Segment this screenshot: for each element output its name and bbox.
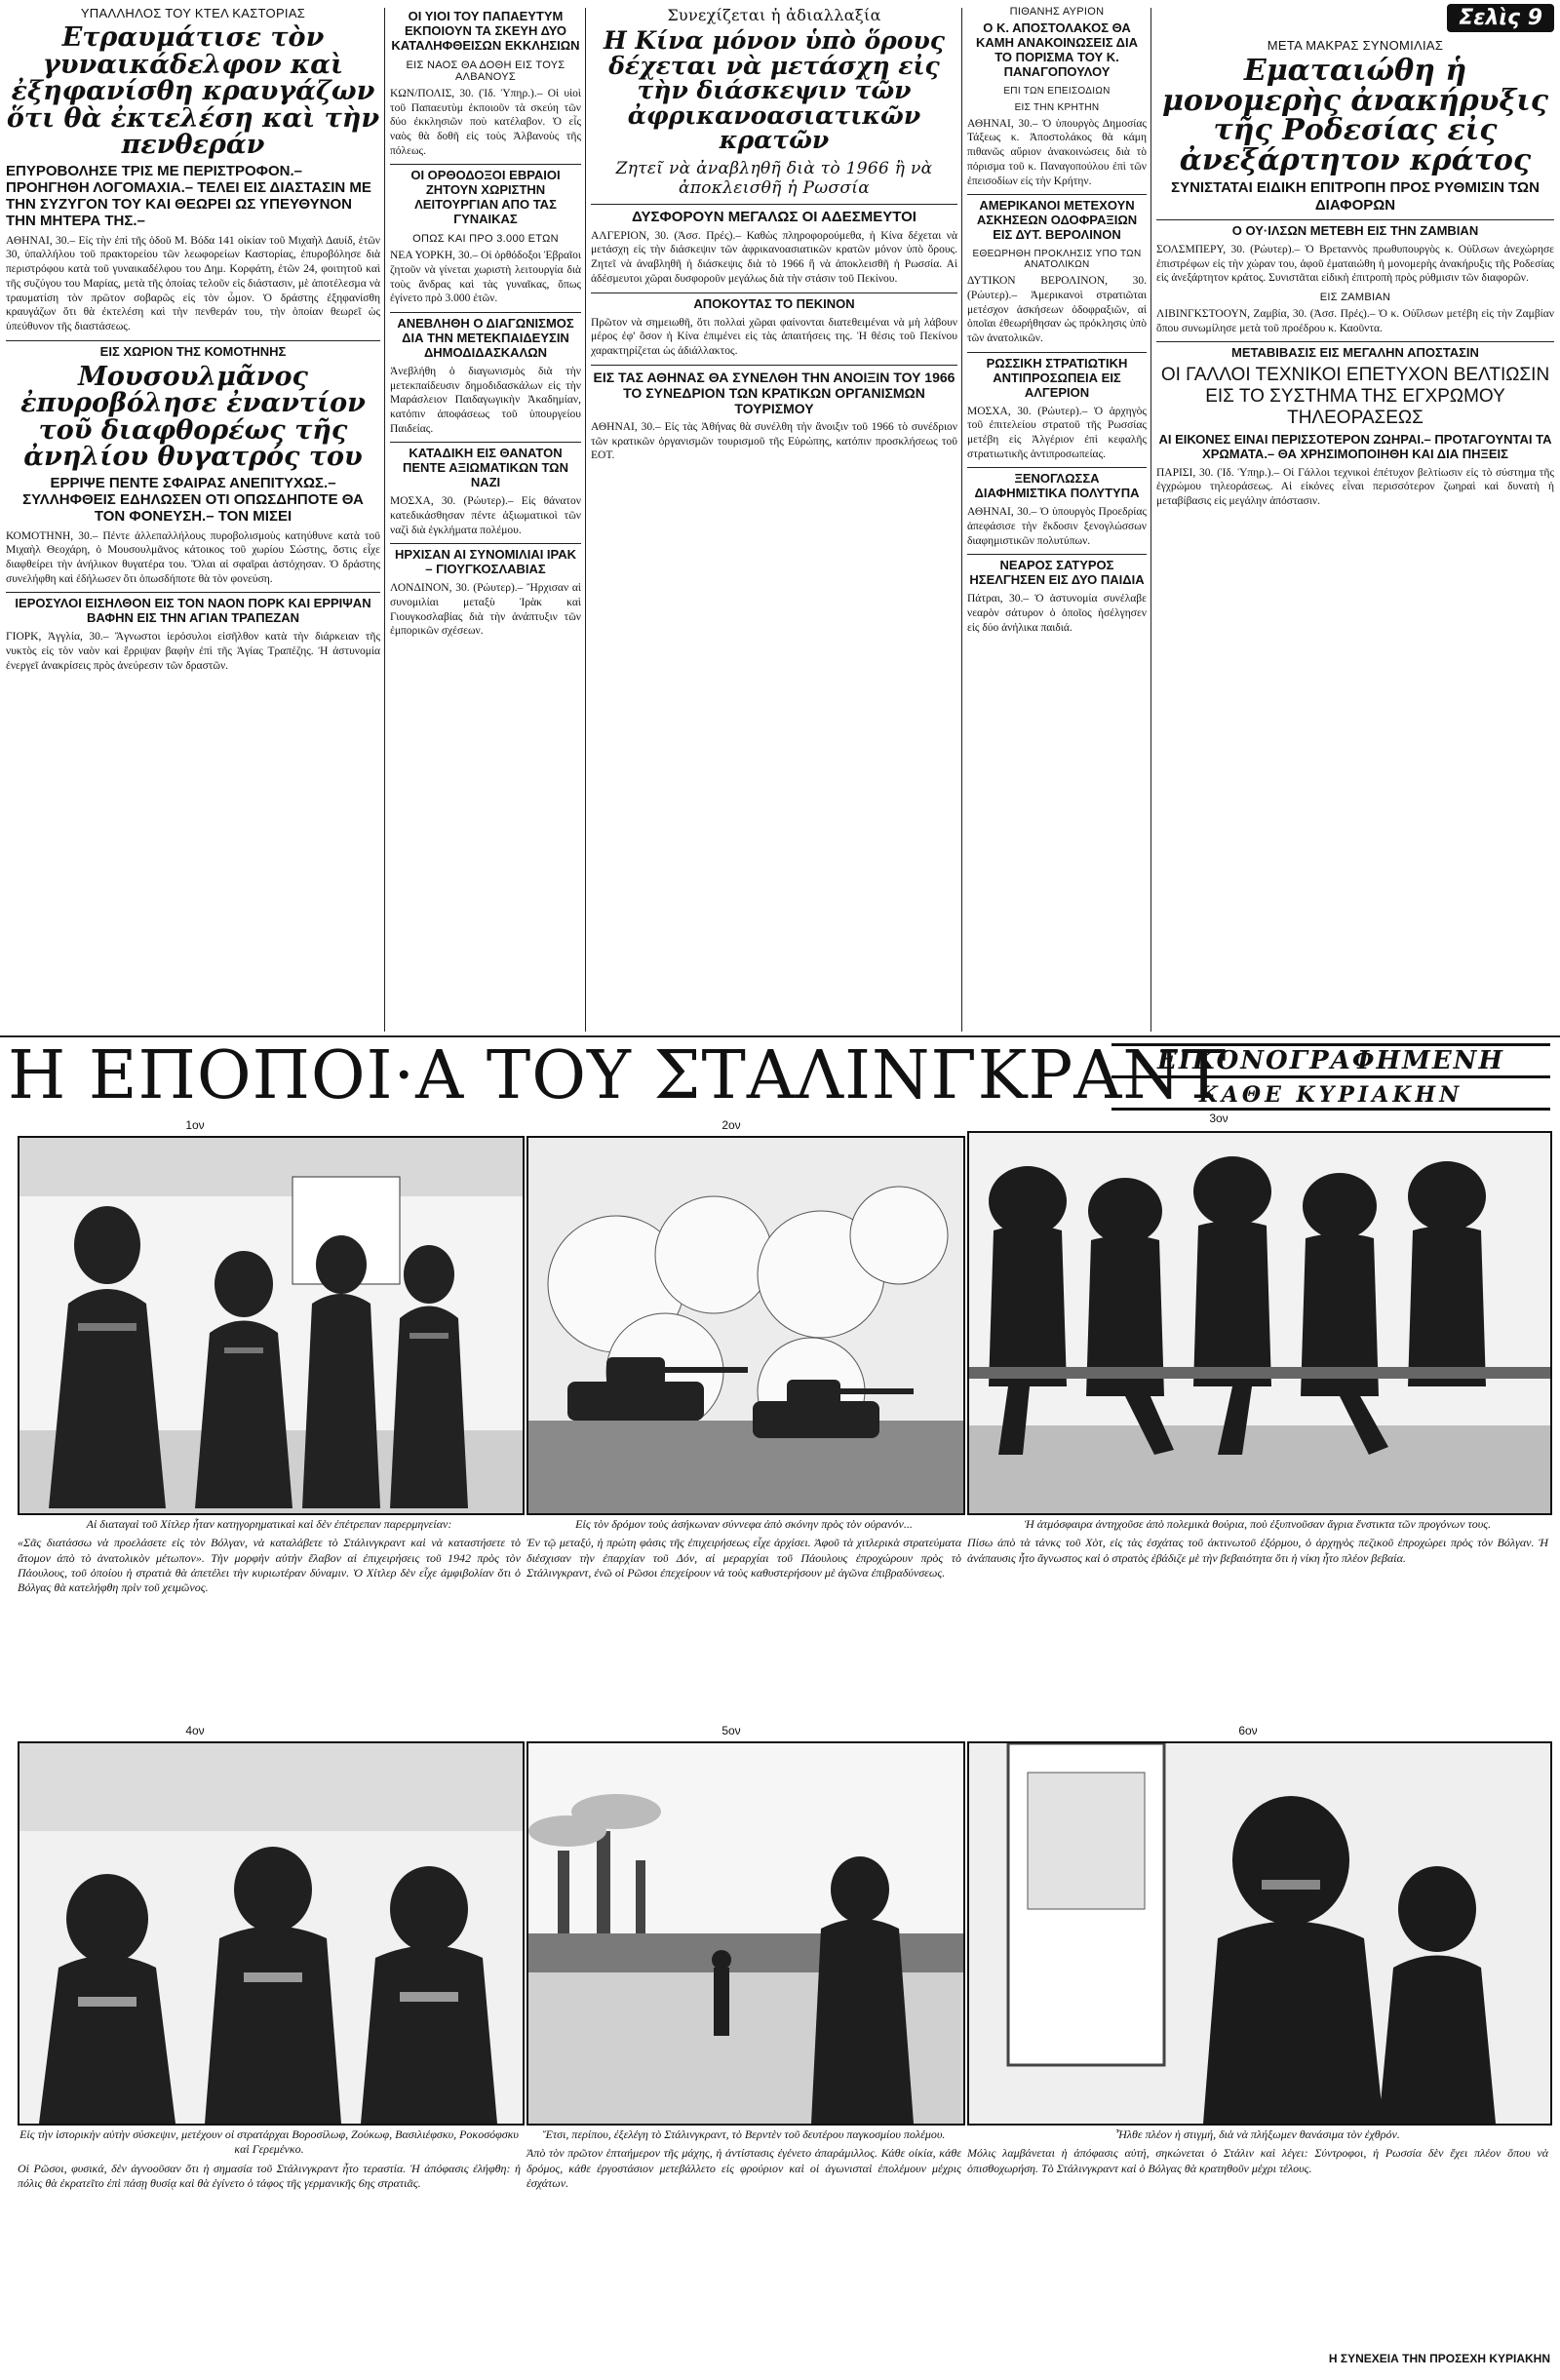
panel-caption-1 [18,1517,521,1596]
article-body: ΑΘΗΝΑΙ, 30.– Ὁ ὑπουργὸς Προεδρίας ἀπεφάσισε τὴν ἔκδοσιν ξενογλώσσων διαφημιστικῶν πολυτύπων. [967,506,1147,547]
column-rule [1150,8,1151,1032]
caption-heading: Ἦλθε πλέον ἡ στιγμή, διὰ νὰ πλήξωμεν θανάσιμα τὸν ἐχθρόν. [1115,2127,1400,2141]
headline: Εματαιώθη ἡ μονομερὴς ἀνακήρυξις τῆς Ροδεσίας εἰς ἀνεξάρτητον κράτος [1161,54,1549,177]
caption-heading: Εἰς τὸν δρόμον τοὺς ἀσήκωναν σύννεφα ἀπὸ σκόνην πρὸς τὸν οὐρανόν... [575,1517,913,1531]
headline: ΟΙ ΓΑΛΛΟΙ ΤΕΧΝΙΚΟΙ ΕΠΕΤΥΧΟΝ ΒΕΛΤΙΩΣΙΝ ΕΙΣ ΤΟ ΣΥΣΤΗΜΑ ΤΗΣ ΕΓΧΡΩΜΟΥ ΤΗΛΕΟΡΑΣΕΩΣ [1160,365,1550,429]
illustration-tanks [528,1138,963,1513]
subhead: ΕΡΡΙΨΕ ΠΕΝΤΕ ΣΦΑΙΡΑΣ ΑΝΕΠΙΤΥΧΩΣ.– ΣΥΛΛΗΦΘΕΙΣ ΕΔΗΛΩΣΕΝ ΟΤΙ ΟΠΩΣΔΗΠΟΤΕ ΘΑ ΤΟΝ ΦΟΝΕΥΣΗ.– ΤΟΝ ΜΙΣΕΙ [22,474,364,526]
column-rule [961,8,962,1032]
headline: Η Κίνα μόνον ὑπὸ ὅρους δέχεται νὰ μετάσχη εἰς τὴν διάσκεψιν τῶν ἀφρικανοασιατικῶν κρατῶν [603,26,946,154]
section-heading: ΑΠΟΚΟΥΤΑΣ ΤΟ ΠΕΚΙΝΟΝ [591,293,957,312]
section-heading: ΑΜΕΡΙΚΑΝΟΙ ΜΕΤΕΧΟΥΝ ΑΣΚΗΣΕΩΝ ΟΔΟΦΡΑΞΙΩΝ ΕΙΣ ΔΥΤ. ΒΕΡΟΛΙΝΟΝ [967,194,1147,243]
article-body: ΜΟΣΧΑ, 30. (Ρώυτερ).– Ὁ ἀρχηγὸς τοῦ ἐπιτελείου στρατοῦ τῆς Ρωσσίας μετέβη εἰς Ἀλγέριον ἐπὶ κεφαλῆς στρατιωτικῆς ἀντιπροσωπείας. [967,405,1147,460]
subkicker: ΟΠΩΣ ΚΑΙ ΠΡΟ 3.000 ΕΤΩΝ [412,233,559,246]
illustration-marching-soldiers [969,1133,1550,1513]
subkicker: ΕΙΣ ΤΗΝ ΚΡΗΤΗΝ [1014,101,1100,113]
article-body: ΑΘΗΝΑΙ, 30.– Εἰς τὴν ἐπὶ τῆς ὁδοῦ Μ. Βόδα 141 οἰκίαν τοῦ Μιχαὴλ Δαυίδ, ἐτῶν 30, ὑπαλλήλου τοῦ πρακτορείου τῶν λεωφορείων Καστορίας, ἐπυροβόλησε διὰ περιστρόφου κατὰ τοῦ γυναικαδέλφου του Δημ. Κορφάτη, ἐτῶν 24, φοιτητοῦ καὶ τῆς συζύγου του Μαρίας, μετὰ τῆς ὁποίας τελοῦν εἰς διάστασιν, μὲ ἀποτέλεσμα νὰ τραυματίση τὸν πρῶτον σοβαρῶς εἰς τὸν ὦμον. Ὁ δράστης ἐξηφανίσθη κραυγάζων ὅτι θὰ ἐκτελέση καὶ τὴν πενθεράν του, τὴν ὁποίαν θεωρεῖ ὡς ὑπεύθυνον τῆς διαστάσεως. [6,234,380,332]
caption-heading: Αἱ διαταγαὶ τοῦ Χίτλερ ἦταν κατηγορηματικαὶ καὶ δὲν ἐπέτρεπαν παρερμηνείαν: [86,1517,452,1531]
section-heading: ΑΝΕΒΛΗΘΗ Ο ΔΙΑΓΩΝΙΣΜΟΣ ΔΙΑ ΤΗΝ ΜΕΤΕΚΠΑΙΔΕΥΣΙΝ ΔΗΜΟΔΙΔΑΣΚΑΛΩΝ [390,312,581,361]
subhead: ΕΠΥΡΟΒΟΛΗΣΕ ΤΡΙΣ ΜΕ ΠΕΡΙΣΤΡΟΦΟΝ.– ΠΡΟΗΓΗΘΗ ΛΟΓΟΜΑΧΙΑ.– ΤΕΛΕΙ ΕΙΣ ΔΙΑΣΤΑΣΙΝ ΜΕ ΤΗΝ ΣΥΖΥΓΟΝ ΤΟΥ ΚΑΙ ΘΕΩΡΕΙ ΩΣ ΥΠΕΥΘΥΝΟΝ ΤΗΝ ΜΗΤΕΡΑ ΤΗΣ.– [6,162,371,230]
article-body: ΔΥΤΙΚΟΝ ΒΕΡΟΛΙΝΟΝ, 30. (Ρώυτερ).– Ἀμερικανοὶ στρατιῶται μετέσχον ἀσκήσεων ὁδοφραξιῶν, αἱ ὁποῖαι ἐθεωρήθησαν ὡς πρόκλησις ὑπὸ τῶν ἀνατολικῶν. [967,275,1147,345]
column-5 [1156,0,1554,1032]
article-body: ΑΘΗΝΑΙ, 30.– Εἰς τὰς Ἀθήνας θὰ συνέλθη τὴν ἄνοιξιν τοῦ 1966 τὸ συνέδριον τῶν κρατικῶν ὀργανισμῶν τουρισμοῦ τῆς Εὐρώπης, κατόπιν προσκλήσεως τοῦ ΕΟΤ. [591,421,957,462]
column-2 [390,0,581,1032]
section-heading: ΗΡΧΙΣΑΝ ΑΙ ΣΥΝΟΜΙΛΙΑΙ ΙΡΑΚ – ΓΙΟΥΓΚΟΣΛΑΒΙΑΣ [390,543,581,577]
article-body: ΓΙΟΡΚ, Ἀγγλία, 30.– Ἄγνωστοι ἱερόσυλοι εἰσῆλθον κατὰ τὴν διάρκειαν τῆς νυκτὸς εἰς τὸν ναὸν καὶ ἔρριψαν βαφὴν ἐπὶ τῆς Ἁγίας Τραπέζης. Ἡ ἀστυνομία ἐνεργεῖ ἀνακρίσεις πρὸς ἀνεύρεσιν τῶν δραστῶν. [6,631,380,672]
comic-panel-5 [526,1741,965,2126]
panel-number: 1ον [185,1118,205,1132]
panel-caption-2 [526,1517,961,1580]
subkicker: ΕΘΕΩΡΗΘΗ ΠΡΟΚΛΗΣΙΣ ΥΠΟ ΤΩΝ ΑΝΑΤΟΛΙΚΩΝ [972,249,1142,271]
section-heading: ΔΥΣΦΟΡΟΥΝ ΜΕΓΑΛΩΣ ΟΙ ΑΔΕΣΜΕΥΤΟΙ [591,204,957,225]
article-body: ΑΛΓΕΡΙΟΝ, 30. (Ἀσσ. Πρές).– Καθὼς πληροφορούμεθα, ἡ Κίνα δέχεται νὰ μετάσχη εἰς τὴν διάσκεψιν τῶν ἀφρικανοασιατικῶν κρατῶν μόνον ὑπὸ ὅρους. Ζητεῖ νὰ ἀναβληθῆ ἡ διάσκεψις διὰ τὸ 1966 ἢ νὰ ἀποκλεισθῆ ἡ Ρωσσία. Αἱ ἀδέσμευτοι χῶραι δυσφοροῦν μεγάλως διὰ τὴν στάσιν τοῦ Πεκίνου. [591,229,957,285]
page-number-badge [1156,4,1554,32]
panel-caption-5 [526,2127,961,2191]
caption-heading: Εἰς τὴν ἱστορικὴν αὐτὴν σύσκεψιν, μετέχουν οἱ στρατάρχαι Βοροσίλωφ, Ζούκωφ, Βασιλιέφσκυ, Ροκοσόφσκυ καὶ Γερεμένκο. [20,2127,519,2157]
panel-caption-3 [967,1517,1548,1566]
illustration-hitler-officers [20,1138,523,1513]
comic-panel-6 [967,1741,1552,2126]
section-heading: ΙΕΡΟΣΥΛΟΙ ΕΙΣΗΛΘΟΝ ΕΙΣ ΤΟΝ ΝΑΟΝ ΠΟΡΚ ΚΑΙ ΕΡΡΙΨΑΝ ΒΑΦΗΝ ΕΙΣ ΤΗΝ ΑΓΙΑΝ ΤΡΑΠΕΖΑΝ [6,592,380,626]
badge-line-1: ΕΙΚΟΝΟΓΡΑΦΗΜΕΝΗ [1112,1043,1550,1078]
subkicker: ΕΠΙ ΤΩΝ ΕΠΕΙΣΟΔΙΩΝ [1003,85,1111,97]
comic-panel-4 [18,1741,525,2126]
illustration-stalin [969,1743,1550,2124]
section-heading: ΕΙΣ ΤΑΣ ΑΘΗΝΑΣ ΘΑ ΣΥΝΕΛΘΗ ΤΗΝ ΑΝΟΙΞΙΝ ΤΟΥ 1966 ΤΟ ΣΥΝΕΔΡΙΟΝ ΤΩΝ ΚΡΑΤΙΚΩΝ ΟΡΓΑΝΙΣΜΩΝ ΤΟΥΡΙΣΜΟΥ [591,365,957,416]
illustration-stalingrad-city [528,1743,963,2124]
panel-number: 4ον [185,1724,205,1737]
panel-number: 5ον [722,1724,741,1737]
caption-text: Πίσω ἀπὸ τὰ τάνκς τοῦ Χὸτ, εἰς τὰς ἐσχάτας τοῦ ἀκτινωτοῦ ἐξόρμου, ὁ ἀρχηγὸς πεζικοῦ ἐπροχώρει πρὸς τὸν Βόλγαν. Ἡ ἀνάπαυσις ἦτο ἄγνωστος καὶ ὁ στρατὸς ἐβάδιζε μὲ τὴν βεβαιότητα ὅτι ἡ νίκη ἦτο πλέον βεβαία. [967,1536,1548,1565]
article-body: Πρῶτον νὰ σημειωθῆ, ὅτι πολλαὶ χῶραι φαίνονται διατεθειμέναι νὰ μὴ λάβουν μέρος ἐφ' ὅσον ἡ Κίνα ἐπιμένει εἰς τὰς ἀπαιτήσεις της. Ἡ θέσις τοῦ Πεκίνου χαρακτηρίζεται ὡς ἀδιάλλακτος. [591,316,957,357]
section-heading: ΡΩΣΣΙΚΗ ΣΤΡΑΤΙΩΤΙΚΗ ΑΝΤΙΠΡΟΣΩΠΕΙΑ ΕΙΣ ΑΛΓΕΡΙΟΝ [967,352,1147,401]
kicker: Συνεχίζεται ἡ ἀδιαλλαξία [667,6,881,24]
column-4 [967,0,1147,1032]
caption-heading: Ἡ ἀτμόσφαιρα ἀντηχοῦσε ἀπὸ πολεμικὰ θούρια, ποὺ ἐξυπνοῦσαν ἄγρια ἔνστικτα τῶν προγόνων τους. [1024,1517,1492,1531]
article-body: Ἀνεβλήθη ὁ διαγωνισμὸς διὰ τὴν μετεκπαίδευσιν δημοδιδασκάλων εἰς τὴν Μαράσλειον Παιδαγωγικὴν Ἀκαδημίαν, κατόπιν ἀποφάσεως τοῦ ὑπουργείου Παιδείας. [390,365,581,435]
panel-number: 3ον [1209,1112,1228,1125]
article-body: ΚΟΜΟΤΗΝΗ, 30.– Πέντε ἀλλεπαλλήλους πυροβολισμοὺς κατηύθυνε κατὰ τοῦ Μιχαὴλ Θεοχάρη, ὁ Μουσουλμᾶνος κάτοικος τοῦ χωρίου Σώστης, ὅστις εἶχε διαφθείρει τὴν ἀνήλικον θυγατέρα του. Ὅλαι αἱ σφαῖραι ἀστόχησαν. Ὁ δράστης συνελήφθη καὶ ἐδήλωσεν ὅτι ὁπωσδήποτε θὰ τὸν φονεύση. [6,529,380,585]
headline: Ετραυμάτισε τὸν γυναικάδελφον καὶ ἐξηφανίσθη κραυγάζων ὅτι θὰ ἐκτελέση καὶ τὴν πενθεράν [6,22,380,161]
article-body: ΑΘΗΝΑΙ, 30.– Ὁ ὑπουργὸς Δημοσίας Τάξεως κ. Ἀποστολάκος θὰ κάμη πιθανῶς αὔριον ἀνακοινώσεις διὰ τὸ πόρισμα τοῦ κ. Παναγοπούλου ἐπὶ τῶν ἐπεισοδίων εἰς τὴν Κρήτην. [967,117,1147,187]
comic-panel-1 [18,1136,525,1515]
column-rule [585,8,586,1032]
section-heading: ΞΕΝΟΓΛΩΣΣΑ ΔΙΑΦΗΜΙΣΤΙΚΑ ΠΟΛΥΤΥΠΑ [967,467,1147,501]
illustration-soviet-marshals [20,1743,523,2124]
article-body: ΣΟΛΣΜΠΕΡΥ, 30. (Ρώυτερ).– Ὁ Βρεταννὸς πρωθυπουργὸς κ. Οὐΐλσων ἀνεχώρησε ἐπιστρέφων εἰς τὴν χώραν του, ἀφοῦ ἐματαιώθη ἡ μονομερὴς ἀνακήρυξις τῆς Ροδεσίας εἰς ἀνεξάρτητον κράτος. Συνιστᾶται εἰδικὴ ἐπιτροπὴ πρὸς ρύθμισιν τῶν διαφορῶν. [1156,243,1554,285]
kicker: ΜΕΤΑ ΜΑΚΡΑΣ ΣΥΝΟΜΙΛΙΑΣ [1267,38,1444,53]
column-rule [384,8,385,1032]
section-heading: ΚΑΤΑΔΙΚΗ ΕΙΣ ΘΑΝΑΤΟΝ ΠΕΝΤΕ ΑΞΙΩΜΑΤΙΚΩΝ ΤΩΝ ΝΑΖΙ [390,442,581,490]
subkicker: ΕΙΣ ΖΑΜΒΙΑΝ [1319,291,1391,303]
page-number: Σελὶς 9 [1447,4,1554,32]
kicker: ΠΙΘΑΝΗΣ ΑΥΡΙΟΝ [1009,6,1105,18]
article-body: Πάτραι, 30.– Ὁ ἀστυνομία συνέλαβε νεαρὸν σάτυρον ὁ ὁποῖος ἡσέλγησεν εἰς δύο ἀνήλικα παιδιά. [967,593,1147,634]
subkicker: ΕΙΣ ΝΑΟΣ ΘΑ ΔΟΘΗ ΕΙΣ ΤΟΥΣ ΑΛΒΑΝΟΥΣ [406,59,566,83]
caption-text: Μόλις λαμβάνεται ἡ ἀπόφασις αὐτή, σηκώνεται ὁ Στάλιν καὶ λέγει: Σύντροφοι, ἡ Ρωσσία δὲν ἔχει πλέον ὅπου νὰ ὀπισθοχωρήση. Τὸ Στάλινγκραντ καὶ ὁ Βόλγας θὰ κρατηθοῦν μέχρι τέλους. [967,2146,1548,2175]
article-body: ΝΕΑ ΥΟΡΚΗ, 30.– Οἱ ὀρθόδοξοι Ἑβραῖοι ζητοῦν νὰ γίνεται χωριστὴ λειτουργία διὰ τοὺς ἄνδρας καὶ τὰς γυναῖκας, ὅπως ἐγίνετο πρὸ 3.000 ἐτῶν. [390,250,581,305]
column-3 [591,0,957,1032]
article-body: ΚΩΝ/ΠΟΛΙΣ, 30. (Ἰδ. Ὑπηρ.).– Οἱ υἱοὶ τοῦ Παπαευτὺμ ἐκποιοῦν τὰ σκεύη τῶν δύο ἐκκλησιῶν ποὺ κατέλαβον. Ὁ εἷς ναὸς θὰ δοθῆ εἰς τοὺς Ἀλβανοὺς τῆς πόλεως. [390,87,581,157]
article-body: ΜΟΣΧΑ, 30. (Ρώυτερ).– Εἰς θάνατον κατεδικάσθησαν πέντε ἀξιωματικοὶ τῶν ναζὶ διὰ ἐγκλήματα πολέμου. [390,495,581,536]
caption-text: Οἱ Ρῶσοι, φυσικά, δὲν ἀγνοοῦσαν ὅτι ἡ σημασία τοῦ Στάλινγκραντ ἦτο τεραστία. Ἡ ἀπόφασις ἐλήφθη: ἡ πόλις θὰ ἐκρατεῖτο ἐπὶ πάσῃ θυσίᾳ καὶ θὰ ἐγίνετο ὁ τάφος τῆς γερμανικῆς 6ης στρατιᾶς. [18,2161,521,2191]
panel-number: 6ον [1238,1724,1258,1737]
caption-text: Ἐν τῷ μεταξύ, ἡ πρώτη φάσις τῆς ἐπιχειρήσεως εἶχε ἀρχίσει. Ἀφοῦ τὰ χιτλερικὰ στρατεύματα διέσχισαν τὴν ἐπαρχίαν τοῦ Δόν, αἱ μεραρχίαι τοῦ Πάουλους ἐπροχώρουν πρὸς τὸ Στάλινγκραντ, ἐνῶ οἱ Ρῶσοι ἐπεχείρουν νὰ τοὺς καθυστερήσουν μὲ ἀγῶνα ἐπιβραδύνσεως. [526,1536,961,1580]
comic-panel-3 [967,1131,1552,1515]
subhead: ΑΙ ΕΙΚΟΝΕΣ ΕΙΝΑΙ ΠΕΡΙΣΣΟΤΕΡΟΝ ΖΩΗΡΑΙ.– ΠΡΟΤΑΓΟΥΝΤΑΙ ΤΑ ΧΡΩΜΑΤΑ.– ΘΑ ΧΡΗΣΙΜΟΠΟΙΗΘΗ ΚΑΙ ΔΙΑ ΠΗΞΕΙΣ [1158,431,1552,461]
headline: Ο Κ. ΑΠΟΣΤΟΛΑΚΟΣ ΘΑ ΚΑΜΗ ΑΝΑΚΟΙΝΩΣΕΙΣ ΔΙΑ ΤΟ ΠΟΡΙΣΜΑ ΤΟΥ Κ. ΠΑΝΑΓΟΠΟΥΛΟΥ [976,20,1138,79]
panel-number: 2ον [722,1118,741,1132]
article-body: ΛΙΒΙΝΓΚΣΤΟΟΥΝ, Ζαμβία, 30. (Ἀσσ. Πρές).– Ὁ κ. Οὐΐλσων μετέβη εἰς τὴν Ζαμβίαν ὅπου συνωμίλησε μετὰ τοῦ προέδρου κ. Καοῦντα. [1156,307,1554,334]
section-heading: ΕΙΣ ΧΩΡΙΟΝ ΤΗΣ ΚΟΜΟΤΗΝΗΣ [6,340,380,360]
headline: Μουσουλμᾶνος ἐπυροβόλησε ἐναντίον τοῦ διαφθορέως τῆς ἀνηλίου θυγατρός του [20,361,366,473]
subhead: Ζητεῖ νὰ ἀναβληθῆ διὰ τὸ 1966 ἢ νὰ ἀποκλεισθῆ ἡ Ρωσσία [615,158,933,198]
strip-title: Η ΕΠΟΠΟΙ·Α ΤΟΥ ΣΤΑΛΙΝΓΚΡΑΝΤ [8,1037,1228,1114]
caption-heading: Ἔτσι, περίπου, ἐξελέγη τὸ Στάλινγκραντ, τὸ Βερντὲν τοῦ δευτέρου παγκοσμίου πολέμου. [542,2127,946,2141]
badge-line-2: ΚΑΘΕ ΚΥΡΙΑΚΗΝ [1112,1082,1550,1111]
section-heading: Ο ΟΥ·ΙΛΣΩΝ ΜΕΤΕΒΗ ΕΙΣ ΤΗΝ ΖΑΜΒΙΑΝ [1156,219,1554,239]
section-heading: ΟΙ ΟΡΘΟΔΟΞΟΙ ΕΒΡΑΙΟΙ ΖΗΤΟΥΝ ΧΩΡΙΣΤΗΝ ΛΕΙΤΟΥΡΓΙΑΝ ΑΠΟ ΤΑΣ ΓΥΝΑΙΚΑΣ [390,164,581,227]
section-heading: ΟΙ ΥΙΟΙ ΤΟΥ ΠΑΠΑΕΥΤΥΜ ΕΚΠΟΙΟΥΝ ΤΑ ΣΚΕΥΗ ΔΥΟ ΚΑΤΑΛΗΦΘΕΙΣΩΝ ΕΚΚΛΗΣΙΩΝ [391,9,580,53]
panel-caption-6 [967,2127,1548,2176]
section-heading: ΝΕΑΡΟΣ ΣΑΤΥΡΟΣ ΗΣΕΛΓΗΣΕΝ ΕΙΣ ΔΥΟ ΠΑΙΔΙΑ [967,554,1147,588]
subhead: ΣΥΝΙΣΤΑΤΑΙ ΕΙΔΙΚΗ ΕΠΙΤΡΟΠΗ ΠΡΟΣ ΡΥΘΜΙΣΙΝ ΤΩΝ ΔΙΑΦΟΡΩΝ [1171,179,1540,214]
section-heading: ΜΕΤΑΒΙΒΑΣΙΣ ΕΙΣ ΜΕΓΑΛΗΝ ΑΠΟΣΤΑΣΙΝ [1156,341,1554,361]
strip-badge [1112,1043,1550,1111]
article-body: ΠΑΡΙΣΙ, 30. (Ἰδ. Ὑπηρ.).– Οἱ Γάλλοι τεχνικοὶ ἐπέτυχον βελτίωσιν εἰς τὸ σύστημα τῆς ἐγχρώμου τηλεοράσεως. Αἱ εἰκόνες εἶναι περισσότερον ζωηραὶ καὶ δυνατὴ ἡ μεταβίβασις εἰς μεγάλην ἀπόστασιν. [1156,466,1554,508]
column-1 [6,0,380,1032]
caption-text: «Σᾶς διατάσσω νὰ προελάσετε εἰς τὸν Βόλγαν, νὰ καταλάβετε τὸ Στάλινγκραντ καὶ νὰ καταστήσετε τὸ ἄτομον ἀπὸ τὸ ἀνατολικὸν μέτωπον». Τὴν μορφὴν αὐτὴν ἔλαβον αἱ ἐπιχειρήσεις τοῦ 1942 πρὸς τὸν Πάουλους, τοῦ ὁποίου ἡ στρατιὰ θὰ ἀπετέλει τὴν κυριωτέραν δύναμιν. Ὁ Χίτλερ δὲν εἶχε ἀμφιβολίαν ὅτι ὁ Βόλγας θὰ κατελήφθη πρὶν τοῦ χειμῶνος. [18,1536,521,1595]
panel-caption-4 [18,2127,521,2191]
caption-text: Ἀπὸ τὸν πρῶτον ἑπταήμερον τῆς μάχης, ἡ ἀντίστασις ἐγένετο ἀπαράμιλλος. Κάθε οἰκία, κάθε δρόμος, κάθε ἐργοστάσιον μετεβάλλετο εἰς φρούριον καὶ οἱ ἀγωνισταὶ ἐπολέμουν μέχρις ἐσχάτων. [526,2146,961,2191]
comic-panel-2 [526,1136,965,1515]
kicker: ΥΠΑΛΛΗΛΟΣ ΤΟΥ ΚΤΕΛ ΚΑΣΤΟΡΙΑΣ [80,6,306,20]
article-body: ΛΟΝΔΙΝΟΝ, 30. (Ρώυτερ).– Ἤρχισαν αἱ συνομιλίαι μεταξὺ Ἰρὰκ καὶ Γιουγκοσλαβίας διὰ τὴν ἀνάπτυξιν τῶν ἐμπορικῶν σχέσεων. [390,582,581,638]
continued-notice: Η ΣΥΝΕΧΕΙΑ ΤΗΝ ΠΡΟΣΕΧΗ ΚΥΡΙΑΚΗΝ [1328,2352,1550,2365]
